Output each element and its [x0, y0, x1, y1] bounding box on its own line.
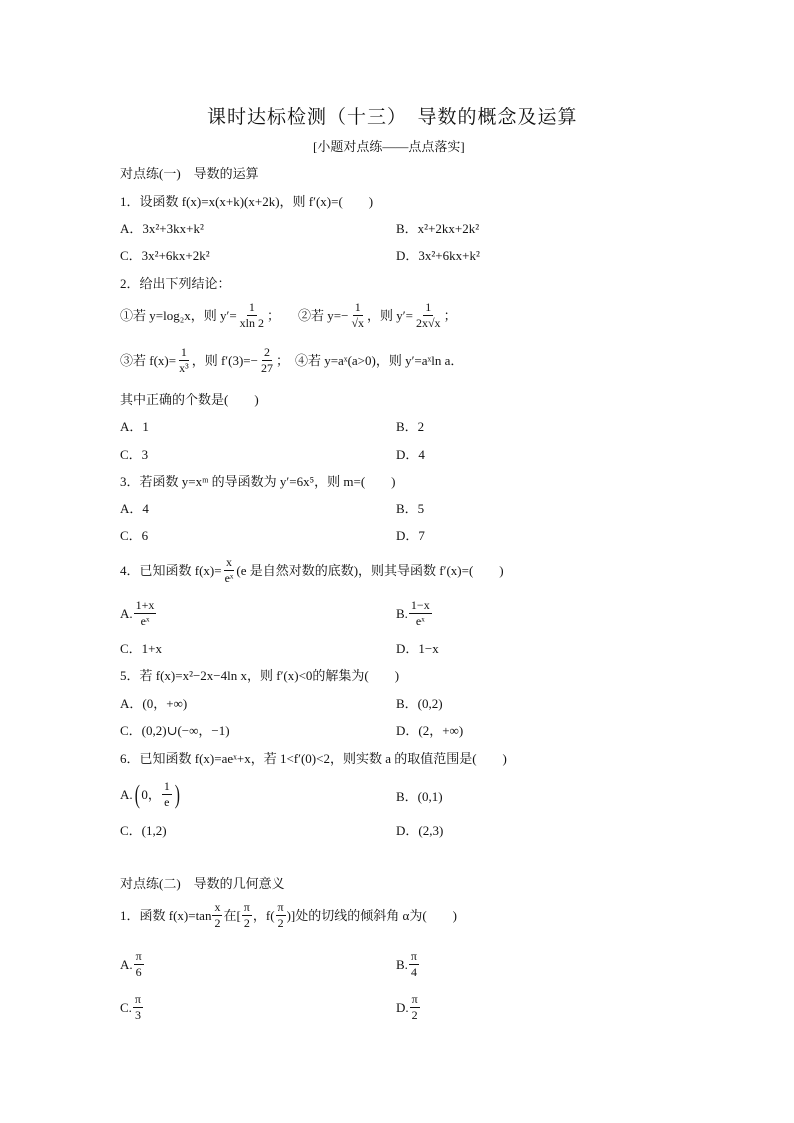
page-title: 课时达标检测（十三） 导数的概念及运算 — [207, 107, 578, 128]
question-2-stem: 2．给出下列结论： — [120, 276, 231, 291]
question-4-stem — [120, 556, 504, 585]
stem-numerator-2: π — [242, 901, 252, 916]
stem-suffix: )]处的切线的倾斜角 α为( ) — [286, 908, 457, 924]
stem-middle-1: 在[ — [223, 908, 241, 924]
question-3-option-b: B．5 — [396, 501, 425, 516]
option-c-fraction — [133, 993, 143, 1022]
question-2-statements-3-4: ③若 f(x)= $\frac{1}{\text{x³}}$ ，则 f′(3)=− $\frac{2}{27}$ ； ④若 y=aˣ(a>0)，则 y′=aˣln a． — [120, 345, 464, 376]
option-a-fraction — [134, 599, 157, 628]
option-b-numerator: 1−x — [409, 599, 432, 614]
option-a-numerator: π — [134, 950, 144, 965]
option-d-numerator: π — [410, 993, 420, 1008]
page-subtitle: [小题对点练——点点落实] — [313, 139, 465, 154]
statement-3-fraction-2 — [259, 346, 275, 375]
option-c-label: C. — [120, 1000, 132, 1016]
option-a-label: A. — [120, 787, 133, 803]
section2-question-1-option-c — [120, 993, 144, 1022]
option-a-fraction — [162, 780, 172, 809]
statement-4: ④若 y=aˣ(a>0)，则 y′=aˣln a． — [294, 353, 464, 369]
statement-2-numerator-2: 1 — [423, 301, 433, 316]
question-4-option-d: D．1−x — [396, 641, 439, 656]
option-a-denominator: e — [164, 795, 170, 810]
section2-question-1-option-b — [396, 950, 420, 979]
question-1-option-c: C．3x²+6kx+2k² — [120, 248, 210, 263]
statement-3-numerator: 1 — [179, 346, 189, 361]
statement-2-denominator: √x — [351, 316, 365, 331]
question-4-stem-prefix: 4．已知函数 f(x)= — [120, 563, 222, 579]
option-d-denominator: 2 — [411, 1008, 418, 1023]
question-1-option-a: A．3x²+3kx+k² — [120, 221, 204, 236]
stem-numerator-1: x — [212, 901, 222, 916]
statement-1-fraction — [238, 301, 266, 330]
option-b-numerator: π — [409, 950, 419, 965]
statement-3-fraction — [177, 346, 191, 375]
question-3-option-d: D．7 — [396, 528, 425, 543]
stem-numerator-3: π — [276, 901, 286, 916]
option-a-label: A. — [120, 606, 133, 622]
option-b-label: B. — [396, 957, 408, 973]
stem-denominator-2: 2 — [243, 916, 250, 931]
question-6-option-b: B．(0,1) — [396, 789, 443, 804]
question-3-stem: 3．若函数 y=xᵐ 的导函数为 y′=6x⁵，则 m=( ) — [120, 474, 396, 489]
option-b-denominator: eˣ — [415, 614, 425, 629]
question-2-statements-1-2: ①若 y=log₂x，则 y′= $\frac{1}{xln 2}$ ； ②若 y=− $\frac{1}{√x}$ ，则 y′= $\frac{1}{2x√x}$ ； — [120, 300, 457, 331]
option-a-left: 0， — [141, 787, 161, 803]
option-a-fraction — [134, 950, 144, 979]
question-4-option-a — [120, 599, 157, 628]
question-6-option-d: D．(2,3) — [396, 823, 444, 838]
question-5-option-c: C．(0,2)∪(−∞，−1) — [120, 723, 230, 738]
section2-question-1-option-a — [120, 950, 145, 979]
statement-3-numerator-2: 2 — [262, 346, 272, 361]
section2-question-1-stem — [120, 901, 457, 930]
question-3-option-a: A．4 — [120, 501, 149, 516]
question-1-option-b: B．x²+2kx+2k² — [396, 221, 480, 236]
option-a-numerator: 1+x — [134, 599, 157, 614]
option-b-label: B. — [396, 606, 408, 622]
question-4-option-c: C．1+x — [120, 641, 163, 656]
section2-question-1-option-d — [396, 993, 421, 1022]
statement-1-numerator: 1 — [247, 301, 257, 316]
statement-3-middle: ，则 f′(3)=− — [191, 353, 258, 369]
left-paren: ( — [134, 779, 140, 809]
question-4-stem-suffix: (e 是自然对数的底数)，则其导函数 f′(x)=( ) — [236, 563, 504, 579]
question-4-denominator: eˣ — [224, 571, 234, 586]
statement-2-middle: ，则 y′= — [367, 308, 413, 324]
option-b-fraction — [409, 599, 432, 628]
statement-3-denominator-2: 27 — [260, 361, 273, 376]
statement-2-fraction-2 — [414, 301, 443, 330]
stem-denominator-3: 2 — [277, 916, 284, 931]
statement-2-numerator: 1 — [353, 301, 363, 316]
option-d-fraction — [410, 993, 420, 1022]
question-2-option-d: D．4 — [396, 447, 425, 462]
statement-1-denominator: xln 2 — [239, 316, 264, 331]
statement-2-denominator-2: 2x√x — [415, 316, 441, 331]
question-2-option-b: B．2 — [396, 419, 425, 434]
stem-fraction-3 — [276, 901, 286, 930]
stem-fraction-1 — [212, 901, 222, 930]
question-1-stem: 1．设函数 f(x)=x(x+k)(x+2k)，则 f′(x)=( ) — [120, 194, 374, 209]
right-paren: ) — [174, 779, 180, 809]
section-title-derivative-operations: 对点练(一) 导数的运算 — [120, 166, 259, 181]
statement-2-prefix: ②若 y=− — [298, 308, 349, 324]
statement-3-prefix: ③若 f(x)= — [120, 353, 177, 369]
option-c-denominator: 3 — [134, 1008, 141, 1023]
section-title-geometric-meaning: 对点练(二) 导数的几何意义 — [120, 876, 285, 891]
question-5-option-a: A．(0，+∞) — [120, 696, 188, 711]
question-4-option-b — [396, 599, 433, 628]
question-4-numerator: x — [224, 556, 234, 571]
stem-prefix: 1．函数 f(x)=tan — [120, 908, 212, 924]
question-6-option-a — [120, 780, 182, 809]
question-2-option-c: C．3 — [120, 447, 149, 462]
question-3-option-c: C．6 — [120, 528, 149, 543]
stem-fraction-2 — [242, 901, 252, 930]
option-a-denominator: eˣ — [140, 614, 150, 629]
stem-middle-2: ，f( — [252, 908, 275, 924]
question-2-ask: 其中正确的个数是( ) — [120, 392, 259, 407]
option-c-numerator: π — [133, 993, 143, 1008]
statement-2-fraction — [349, 301, 366, 330]
option-a-denominator: 6 — [135, 965, 142, 980]
question-6-stem: 6．已知函数 f(x)=aeˣ+x，若 1<f′(0)<2，则实数 a 的取值范围是( ) — [120, 751, 507, 766]
question-5-stem: 5．若 f(x)=x²−2x−4ln x，则 f′(x)<0的解集为( ) — [120, 668, 400, 683]
statement-3-denominator: x³ — [179, 361, 189, 376]
option-b-denominator: 4 — [410, 965, 417, 980]
statement-1-prefix: ①若 y=log₂x，则 y′= — [120, 308, 237, 324]
stem-denominator-1: 2 — [214, 916, 221, 931]
question-4-fraction — [223, 556, 236, 585]
question-1-option-d: D．3x²+6kx+k² — [396, 248, 480, 263]
question-2-option-a: A．1 — [120, 419, 149, 434]
option-b-fraction — [409, 950, 419, 979]
question-5-option-d: D．(2，+∞) — [396, 723, 464, 738]
question-5-option-b: B．(0,2) — [396, 696, 443, 711]
option-d-label: D. — [396, 1000, 409, 1016]
option-a-label: A. — [120, 957, 133, 973]
question-6-option-c: C．(1,2) — [120, 823, 167, 838]
option-a-numerator: 1 — [162, 780, 172, 795]
